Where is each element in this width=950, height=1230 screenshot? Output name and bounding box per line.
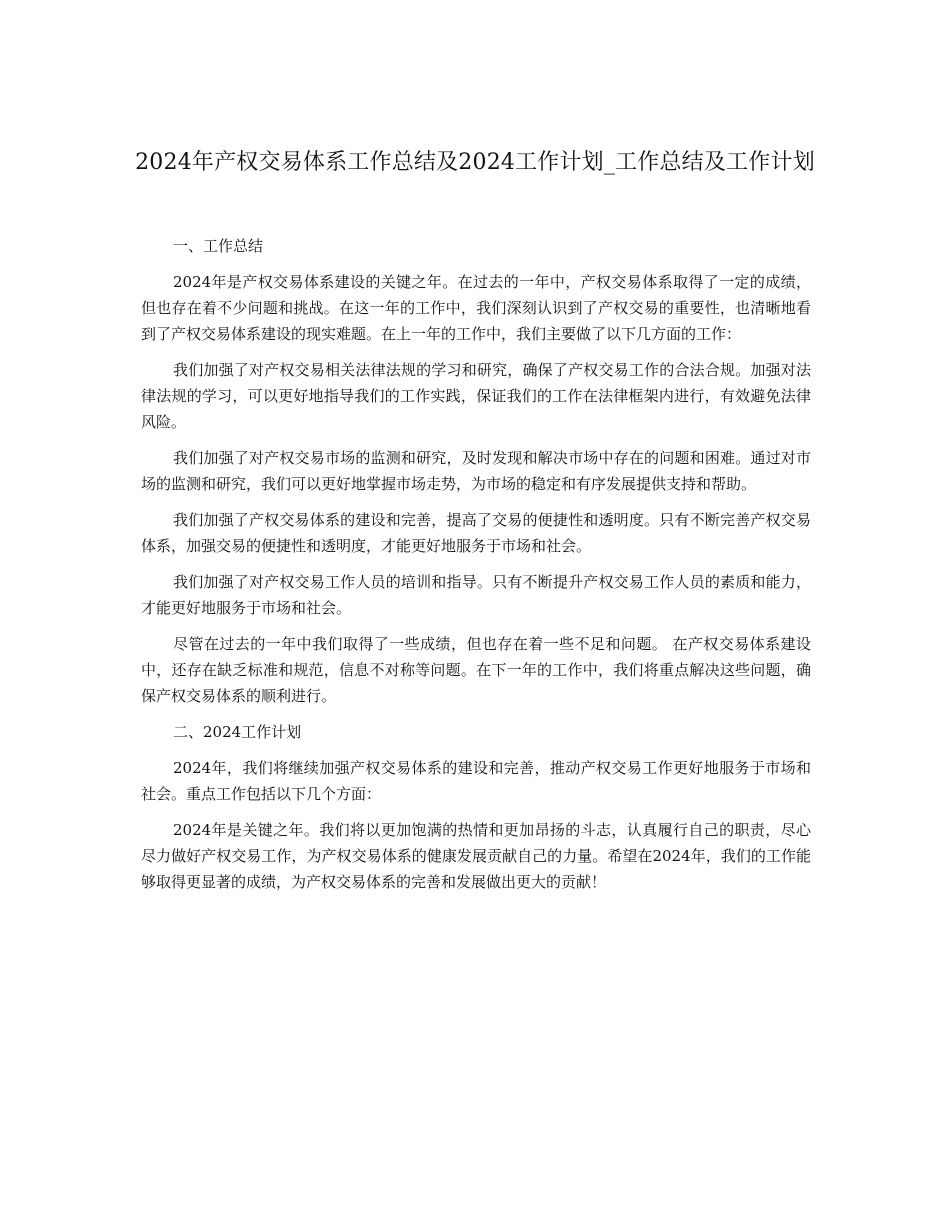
paragraph: 2024年是关键之年。我们将以更加饱满的热情和更加昂扬的斗志，认真履行自己的职责，尽心尽力做好产权交易工作，为产权交易体系的健康发展贡献自己的力量。希望在2024年，我们的工作能够取得更显著的成绩，为产权交易体系的完善和发展做出更大的贡献！ (141, 821, 811, 891)
section-heading-plan: 二、2024工作计划 (173, 723, 302, 741)
paragraph: 我们加强了产权交易体系的建设和完善，提高了交易的便捷性和透明度。只有不断完善产权交易体系，加强交易的便捷性和透明度，才能更好地服务于市场和社会。 (141, 511, 811, 555)
paragraph: 我们加强了对产权交易相关法律法规的学习和研究，确保了产权交易工作的合法合规。加强对法律法规的学习，可以更好地指导我们的工作实践，保证我们的工作在法律框架内进行，有效避免法律风险。 (141, 361, 811, 431)
paragraph: 2024年，我们将继续加强产权交易体系的建设和完善，推动产权交易工作更好地服务于市场和社会。重点工作包括以下几个方面： (141, 759, 811, 803)
paragraph: 尽管在过去的一年中我们取得了一些成绩，但也存在着一些不足和问题。 在产权交易体系建设中，还存在缺乏标准和规范，信息不对称等问题。在下一年的工作中，我们将重点解决这些问题，确保产权交易体系的顺利进行。 (141, 635, 811, 705)
section-heading-summary: 一、工作总结 (173, 237, 264, 255)
paragraph: 我们加强了对产权交易市场的监测和研究，及时发现和解决市场中存在的问题和困难。通过对市场的监测和研究，我们可以更好地掌握市场走势，为市场的稳定和有序发展提供支持和帮助。 (141, 449, 811, 493)
paragraph: 我们加强了对产权交易工作人员的培训和指导。只有不断提升产权交易工作人员的素质和能力，才能更好地服务于市场和社会。 (141, 573, 811, 617)
document-title: 2024年产权交易体系工作总结及2024工作计划_工作总结及工作计划 (135, 150, 815, 175)
paragraph: 2024年是产权交易体系建设的关键之年。在过去的一年中，产权交易体系取得了一定的成绩，但也存在着不少问题和挑战。在这一年的工作中，我们深刻认识到了产权交易的重要性，也清晰地看到了产权交易体系建设的现实难题。在上一年的工作中，我们主要做了以下几方面的工作： (141, 273, 811, 343)
document-body (141, 233, 811, 905)
